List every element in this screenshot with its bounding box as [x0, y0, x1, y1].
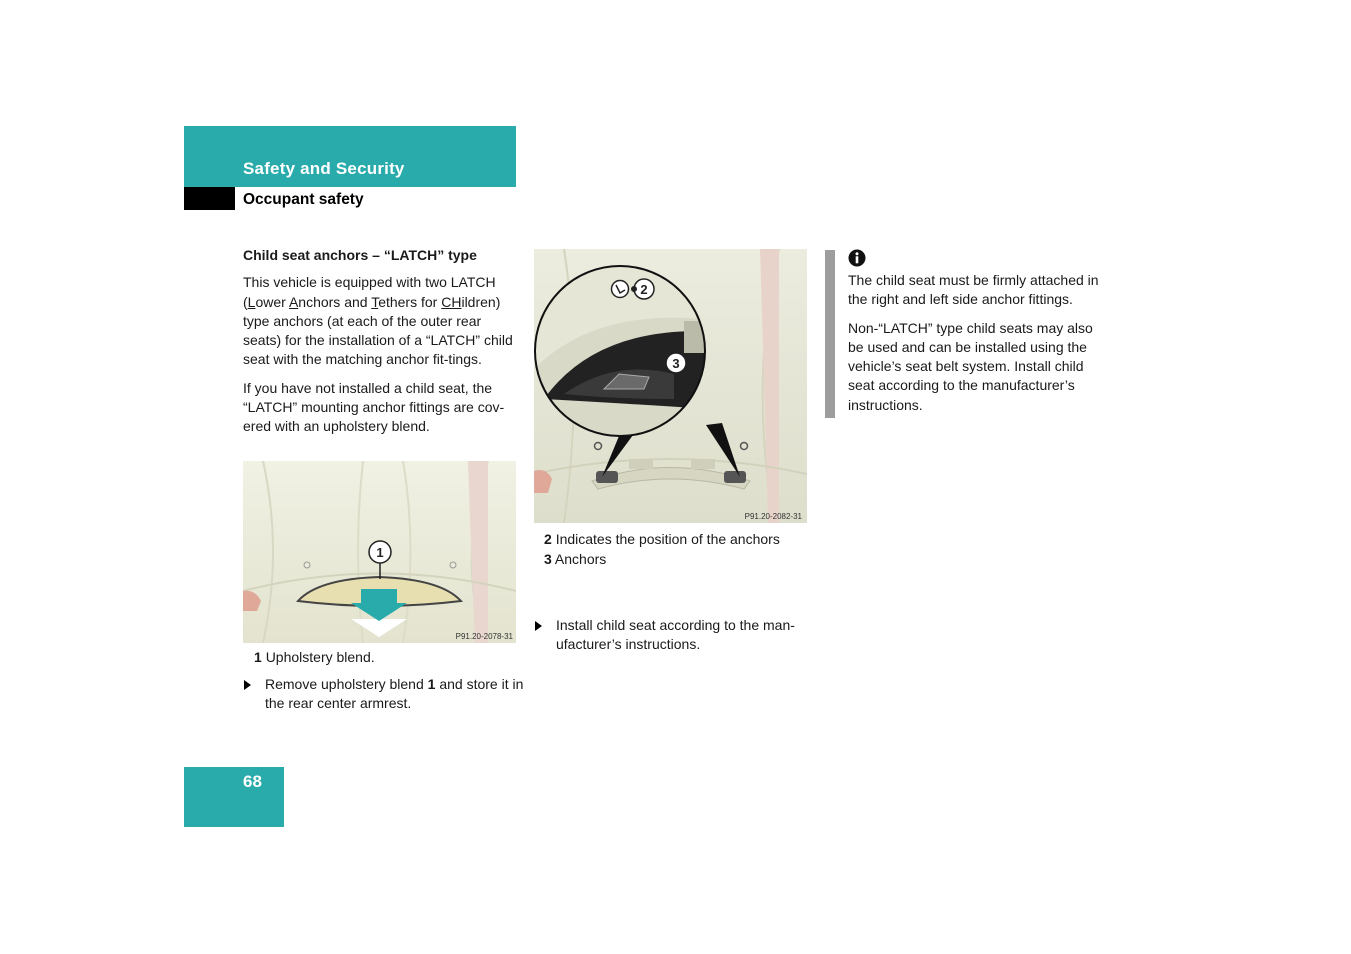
text-fragment: ildren) type anchors (at each of the outer rear seats) for the installation of a “LATCH” child seat with the matching anchor fit-tings. [243, 293, 513, 368]
rear-seat-illustration [243, 461, 516, 643]
caption-upholstery-blend [254, 648, 375, 668]
underlined-letter: T [371, 293, 379, 310]
left-column [243, 246, 517, 446]
caption-anchors [544, 550, 606, 570]
caption-text: Indicates the position of the anchors [555, 531, 780, 547]
child-seat-anchors-heading: Child seat anchors – “LATCH” type [243, 247, 477, 263]
figure1-callout-1: 1 [376, 545, 384, 560]
underlined-letter: L [247, 293, 256, 310]
caption-number: 1 [254, 649, 262, 665]
caption-text: Anchors [554, 551, 607, 567]
note-bar [825, 250, 835, 418]
caption-anchor-position [544, 530, 780, 550]
bullet-arrow-icon [244, 680, 251, 690]
text-fragment: This vehicle is equipped with two LATCH ( [243, 274, 496, 310]
text-fragment: and store it in the rear center armrest. [265, 676, 524, 712]
figure-anchor-positions [534, 249, 807, 523]
instruction-install-child-seat [534, 616, 831, 655]
caption-number: 2 [544, 531, 552, 547]
info-icon [848, 249, 866, 272]
note-paragraph-1: The child seat must be firmly attached in the right and left side anchor fittings. [848, 272, 1099, 308]
caption-text: Upholstery blend. [265, 649, 375, 665]
underlined-letters: CH [441, 293, 462, 310]
figure2-callout-2: 2 [640, 282, 648, 297]
section-title: Safety and Security [243, 159, 405, 178]
text-fragment: ethers for [378, 293, 442, 310]
latch-intro-paragraph [243, 273, 517, 369]
text-fragment: Install child seat according to the man-ufacturer’s instructions. [556, 616, 795, 652]
caption-number: 3 [544, 551, 552, 567]
page-number-box [184, 767, 284, 827]
bullet-arrow-icon [535, 621, 542, 631]
figure2-code: P91.20-2082-31 [744, 512, 802, 521]
text-fragment: nchors and [298, 293, 372, 310]
underlined-letter: A [288, 293, 299, 310]
text-fragment: Remove upholstery blend [265, 676, 428, 692]
page-number: 68 [243, 772, 262, 791]
upholstery-blend-paragraph: If you have not installed a child seat, the “LATCH” mounting anchor fittings are cov-ered with an upholstery blend. [243, 379, 505, 435]
instruction-remove-blend [243, 675, 539, 714]
figure2-callout-3: 3 [672, 356, 680, 371]
figure-upholstery-blend [243, 461, 516, 643]
bold-number: 1 [427, 676, 436, 692]
note-paragraph-2: Non-“LATCH” type child seats may also be used and can be installed using the vehicle’s seat belt system. Install child seat according to the manufacturer’s instructions. [848, 319, 1093, 413]
figure1-code: P91.20-2078-31 [455, 632, 513, 641]
anchor-illustration [534, 249, 807, 523]
section-tab-marker [184, 187, 235, 210]
text-fragment: ower [255, 293, 289, 310]
subsection-title: Occupant safety [243, 191, 364, 208]
note-text [848, 271, 1108, 424]
